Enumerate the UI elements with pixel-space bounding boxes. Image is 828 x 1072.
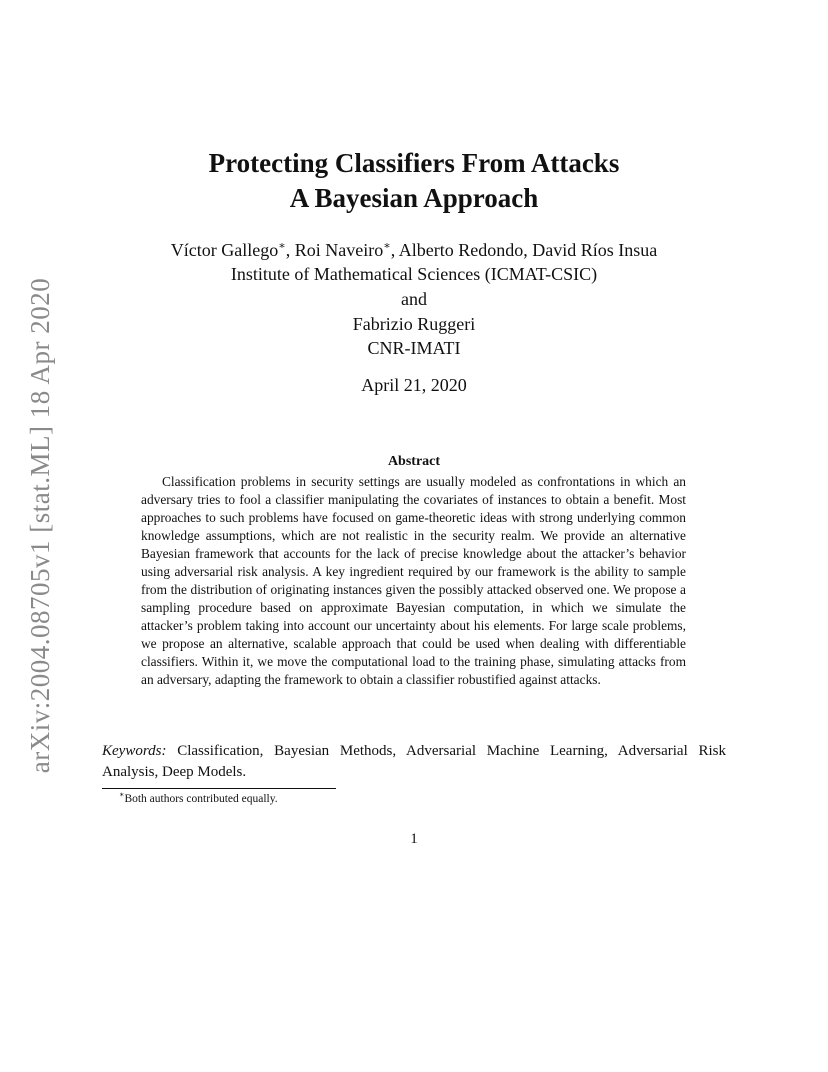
author-name: Víctor Gallego (170, 240, 279, 260)
keywords-paragraph (102, 741, 726, 783)
author-line (0, 239, 828, 261)
equal-contribution-mark: ∗ (278, 240, 286, 252)
equal-contribution-mark: ∗ (383, 240, 391, 252)
footnote-mark: ∗ (119, 790, 125, 800)
keywords-list: Classification, Bayesian Methods, Adversarial Machine Learning, Adversarial Risk Analysis, Deep Models. (102, 743, 726, 780)
author-separator: , (285, 240, 295, 260)
page-number: 1 (410, 831, 418, 847)
author-conjunction: and (401, 289, 427, 309)
title-line-1: Protecting Classifiers From Attacks (208, 148, 620, 178)
footnote-text: Both authors contributed equally. (124, 793, 278, 805)
abstract-heading: Abstract (387, 454, 441, 469)
author-names-rest: , Alberto Redondo, David Ríos Insua (390, 240, 658, 260)
institution-line-second: CNR-IMATI (367, 338, 461, 358)
author-name: Roi Naveiro (294, 240, 384, 260)
title-line-2: A Bayesian Approach (289, 183, 539, 213)
abstract-text: Classification problems in security settings are usually modeled as confrontations in which an adversary tries to fool a classifier manipulating the covariates of instances to obtain a benefit. Most approaches to such problems have focused on game-theoretic ideas with strong underlying common knowledge assumptions, which are not realistic in the security realm. We provide an alternative Bayesian framework that accounts for the lack of precise knowledge about the attacker’s behavior using adversarial risk analysis. A key ingredient required by our framework is the ability to sample from the distribution of originating instances given the possibly attacked observed one. We propose a sampling procedure based on approximate Bayesian computation, in which we simulate the attacker’s problem taking into account our uncertainty about his elements. For large scale problems, we propose an alternative, scalable approach that could be used when dealing with differentiable classifiers. Within it, we move the computational load to the training phase, simulating attacks from an adversary, adapting the framework to obtain a classifier robustified against attacks. (141, 474, 686, 687)
publication-date: April 21, 2020 (361, 375, 467, 395)
footnote (119, 792, 278, 806)
institution-line: Institute of Mathematical Sciences (ICMAT-CSIC) (230, 264, 598, 284)
footnote-divider (102, 788, 336, 789)
keywords-label: Keywords: (102, 743, 167, 759)
arxiv-identifier: arXiv:2004.08705v1 [stat.ML] 18 Apr 2020 (25, 277, 56, 773)
author-line-second: Fabrizio Ruggeri (352, 314, 476, 334)
